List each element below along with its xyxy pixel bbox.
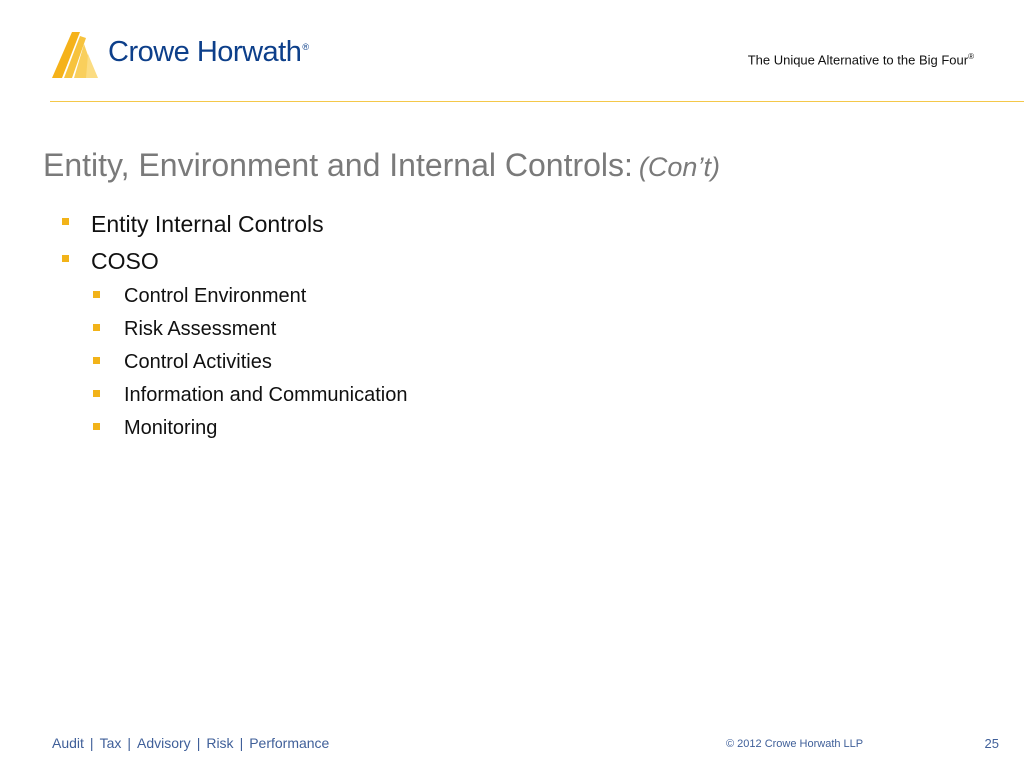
footer-item-advisory: Advisory (137, 735, 191, 751)
footer-separator: | (127, 735, 131, 751)
crowe-horwath-logo (50, 30, 320, 80)
bullet-item: Entity Internal Controls (62, 206, 962, 243)
square-bullet-icon (62, 218, 69, 225)
footer-item-audit: Audit (52, 735, 84, 751)
title-suffix: (Con’t) (638, 152, 720, 182)
square-bullet-icon (93, 291, 100, 298)
sub-bullet-item: Control Activities (93, 346, 962, 379)
square-bullet-icon (93, 390, 100, 397)
slide-title: Entity, Environment and Internal Controls: (Con’t) (43, 147, 720, 183)
footer-item-risk: Risk (206, 735, 234, 751)
footer-separator: | (196, 735, 201, 751)
footer-separator: | (239, 735, 244, 751)
copyright-notice: © 2012 Crowe Horwath LLP (726, 738, 864, 750)
sunburst-logo-icon (50, 30, 106, 80)
tagline: The Unique Alternative to the Big Four® (747, 52, 974, 68)
footer-separator: | (89, 735, 94, 751)
sub-bullet-item: Risk Assessment (93, 313, 962, 346)
square-bullet-icon (62, 255, 69, 262)
bullet-item: COSO (62, 243, 962, 280)
square-bullet-icon (93, 423, 100, 430)
header-divider (50, 101, 1024, 102)
square-bullet-icon (93, 324, 100, 331)
footer-service-lines (52, 735, 329, 751)
footer-item-tax: Tax (99, 735, 122, 751)
footer-item-performance: Performance (249, 735, 330, 751)
logo-wordmark: Crowe Horwath® (108, 36, 309, 68)
page-number: 25 (984, 736, 999, 751)
sub-bullet-item: Information and Communication (93, 379, 962, 412)
square-bullet-icon (93, 357, 100, 364)
sub-bullet-item: Monitoring (93, 412, 962, 445)
bullet-list (62, 206, 962, 445)
sub-bullet-item: Control Environment (93, 280, 962, 313)
